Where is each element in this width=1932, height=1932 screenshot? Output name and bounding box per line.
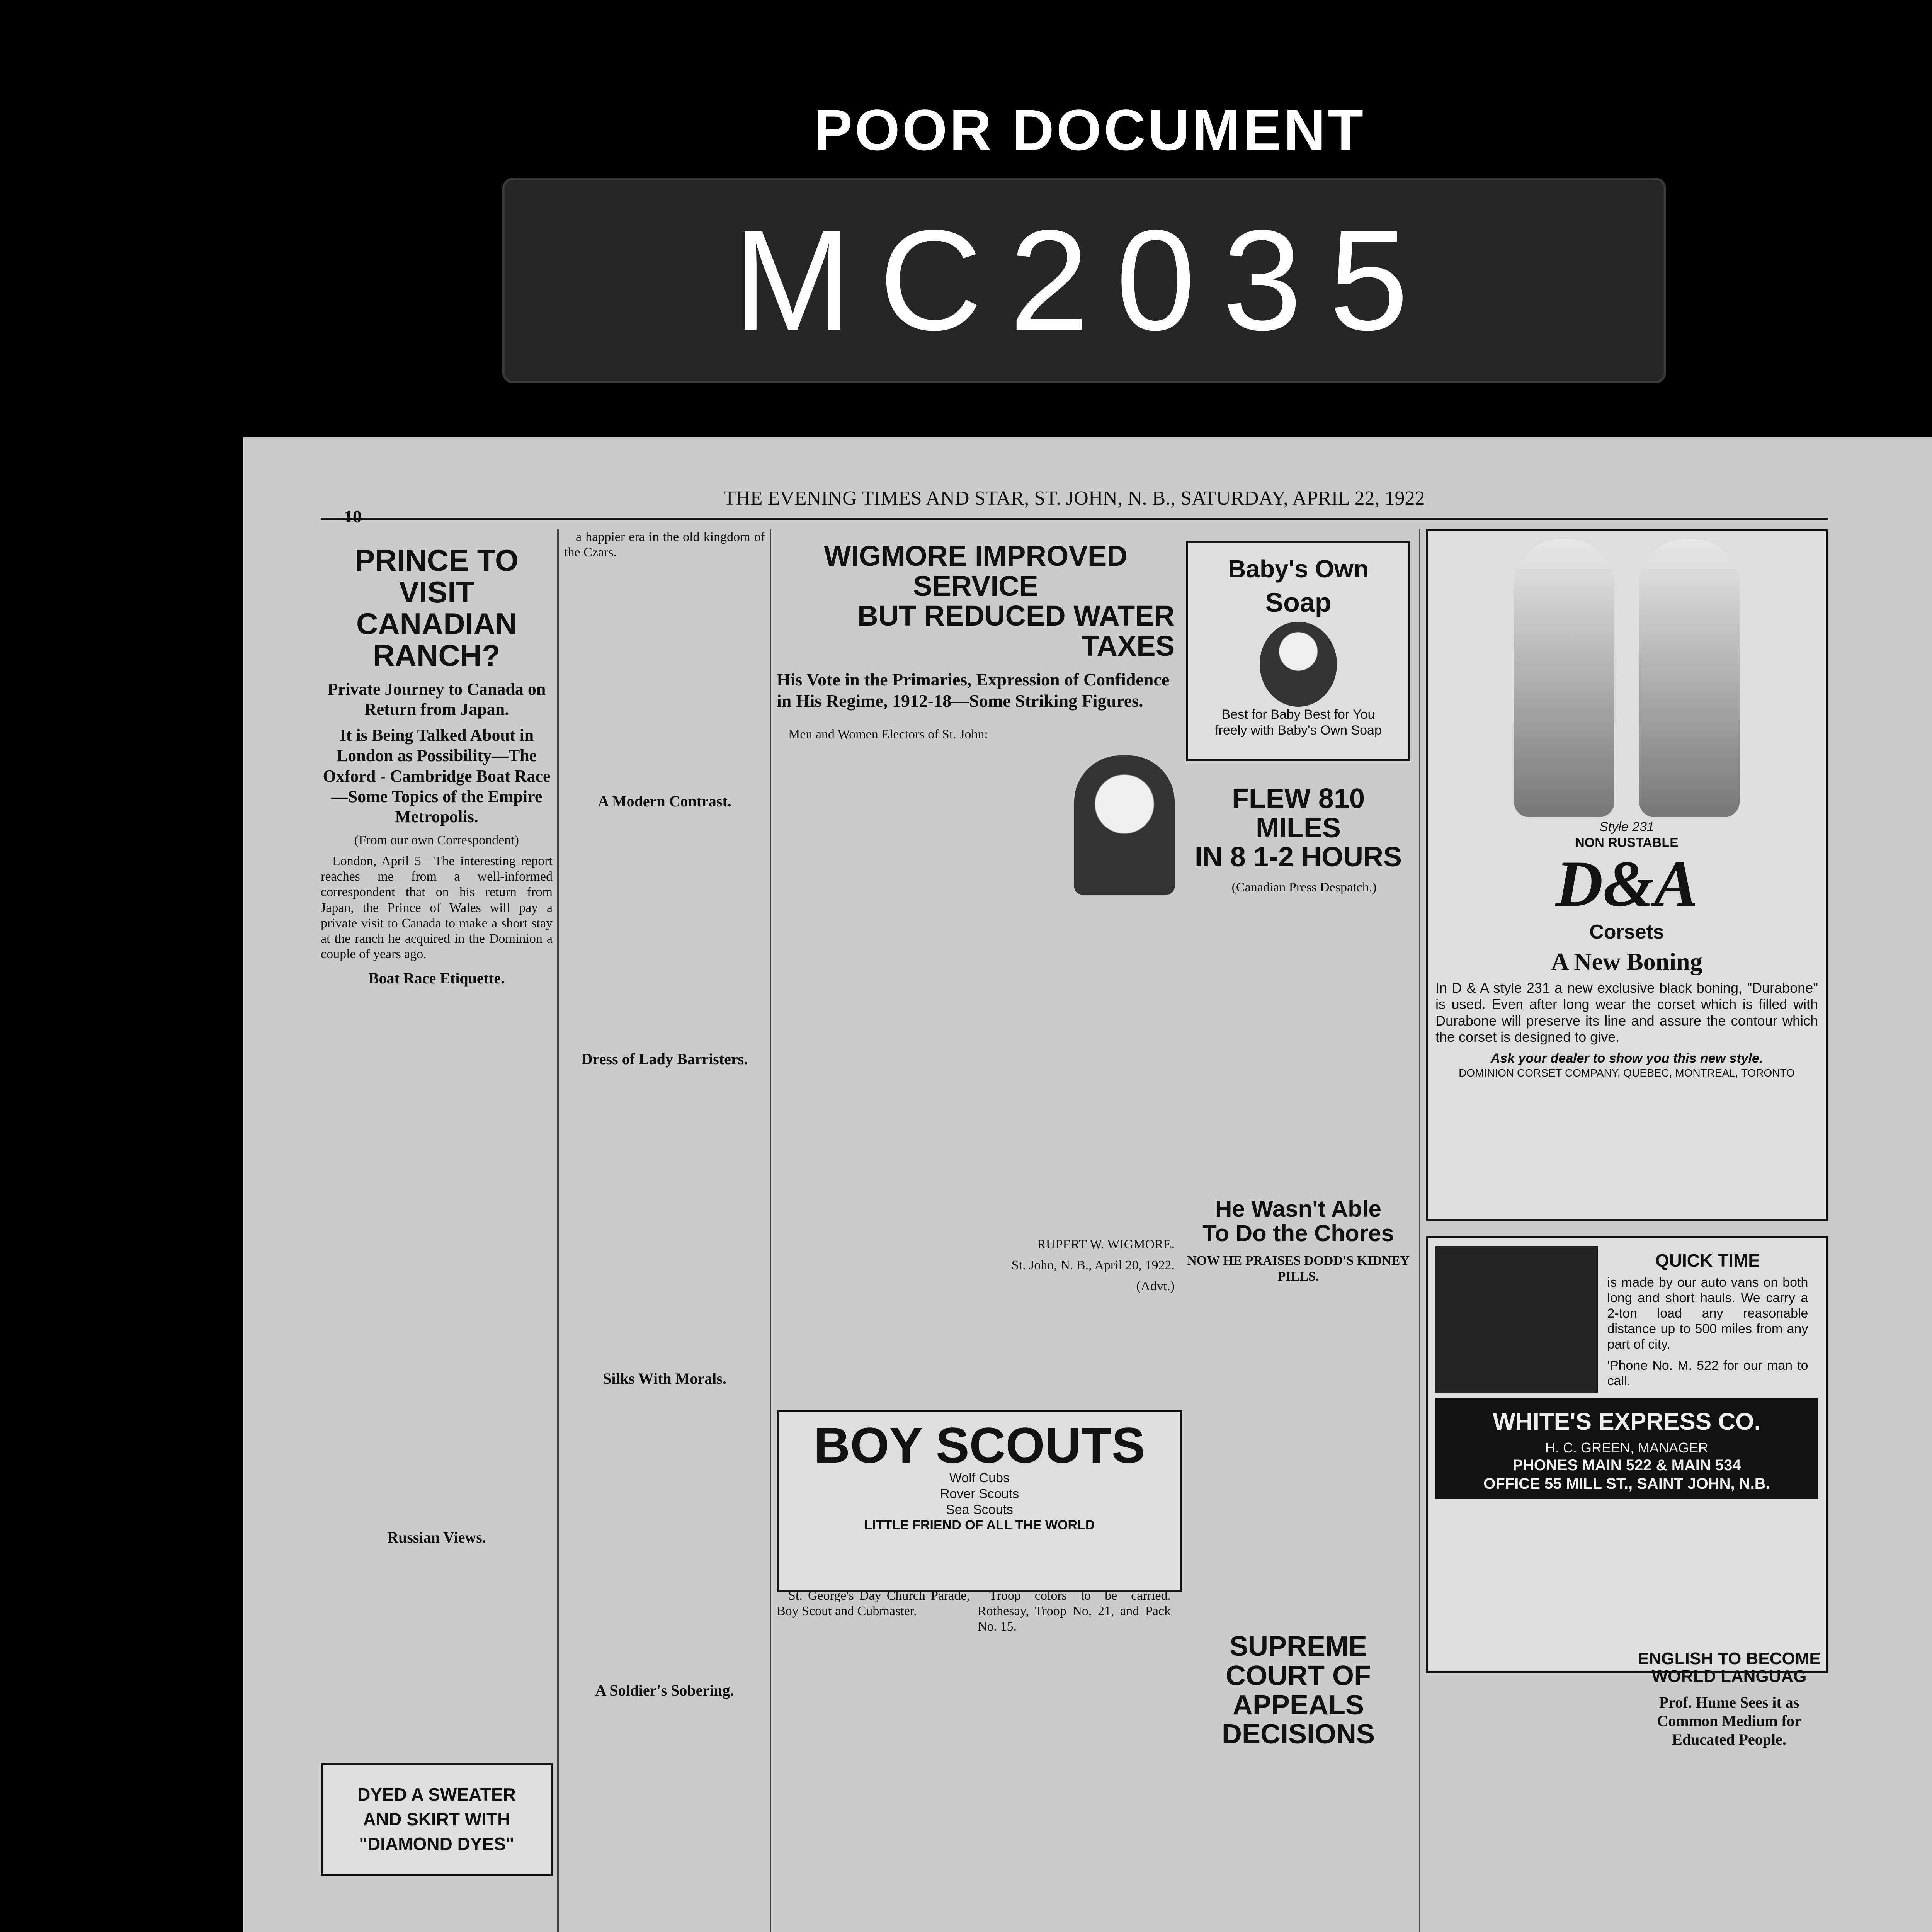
column-1 — [321, 529, 553, 1932]
subhead: Boat Race Etiquette. — [368, 969, 505, 987]
wigmore-headline — [777, 541, 1175, 661]
wigmore-sig-adv: (Advt.) — [1136, 1279, 1175, 1294]
dna-non-rustable: NON RUSTABLE — [1575, 835, 1679, 850]
flew-headline — [1186, 784, 1410, 872]
whites-express-ad — [1426, 1236, 1828, 1673]
english-headline — [1631, 1650, 1828, 1685]
dna-maker: DOMINION CORSET COMPANY, QUEBEC, MONTREAL, TORONTO — [1459, 1067, 1795, 1079]
headline-line: CANADIAN RANCH? — [356, 606, 517, 672]
headline-line: To Do the Chores — [1202, 1220, 1394, 1246]
rover-scouts-label: Rover Scouts — [940, 1486, 1019, 1501]
dna-corsets: Corsets — [1589, 920, 1664, 943]
subhead: A Soldier's Sobering. — [595, 1682, 734, 1699]
headline-line: He Wasn't Able — [1215, 1196, 1381, 1222]
whites-sign-line: WHITE'S EXPRESS CO. — [1493, 1408, 1761, 1435]
prince-deck-1: Private Journey to Canada on Return from Japan. — [327, 679, 546, 719]
soap-title: Soap — [1265, 587, 1332, 617]
whites-body: is made by our auto vans on both long and short hauls. We carry a 2-ton load any reasonable distance up to 500 miles from any part of city. — [1607, 1275, 1808, 1352]
column-rule — [1419, 529, 1420, 1932]
newspaper-page — [243, 437, 1932, 1932]
boy-scouts-tagline: LITTLE FRIEND OF ALL THE WORLD — [864, 1518, 1095, 1533]
microfilm-reel-id: MC2035 — [502, 178, 1666, 383]
corset-left-icon — [1514, 539, 1614, 817]
column-3 — [777, 529, 1414, 1932]
corset-right-icon — [1639, 539, 1740, 817]
whites-sign-line: OFFICE 55 MILL ST., SAINT JOHN, N.B. — [1483, 1475, 1770, 1492]
ad-line: "DIAMOND DYES" — [359, 1834, 514, 1854]
wigmore-salutation: Men and Women Electors of St. John: — [788, 727, 988, 742]
boy-scouts-banner — [777, 1410, 1182, 1592]
column-3b — [1186, 529, 1410, 1932]
baby-illustration-icon — [1260, 622, 1337, 707]
whites-sign-line: PHONES MAIN 522 & MAIN 534 — [1512, 1456, 1741, 1474]
bolshevism-paragraph: a happier era in the old kingdom of the Czars. — [564, 530, 765, 560]
prince-headline — [321, 545, 553, 672]
headline-line: FLEW 810 MILES — [1231, 783, 1365, 844]
headline-line: WORLD LANGUAG — [1651, 1667, 1807, 1686]
supreme-headline — [1186, 1632, 1410, 1749]
scouts-story-left — [777, 1588, 970, 1624]
dna-logo: D&A — [1555, 847, 1698, 920]
babys-own-footer: freely with Baby's Own Soap — [1215, 723, 1382, 738]
column-rule — [770, 529, 771, 1932]
boy-scouts-title: BOY SCOUTS — [814, 1417, 1145, 1473]
sea-scouts-label: Sea Scouts — [946, 1502, 1013, 1517]
headline-line: APPEALS DECISIONS — [1221, 1689, 1375, 1750]
ad-line: DYED A SWEATER — [357, 1784, 516, 1805]
dna-body: In D & A style 231 a new exclusive black boning, "Durabone" is used. Even after long wear the corset which is filled with Durabone will preserve its line and assure the contour which the corset is designed to give. — [1435, 980, 1818, 1045]
whites-text — [1607, 1246, 1808, 1394]
whites-sign — [1435, 1398, 1818, 1499]
microfilm-target-label: POOR DOCUMENT — [814, 97, 1366, 162]
subhead: A Modern Contrast. — [598, 793, 731, 810]
masthead: THE EVENING TIMES AND STAR, ST. JOHN, N. B., SATURDAY, APRIL 22, 1922 — [321, 487, 1828, 520]
wigmore-deck: His Vote in the Primaries, Expression of Confidence in His Regime, 1912-18—Some Striking Figures. — [777, 669, 1170, 711]
flew-credit: (Canadian Press Despatch.) — [1231, 880, 1377, 895]
delivery-truck-icon — [1435, 1246, 1598, 1393]
diamond-dyes-ad — [321, 1763, 553, 1876]
subhead: Silks With Morals. — [603, 1370, 726, 1388]
subhead: Russian Views. — [387, 1529, 486, 1546]
column-rule — [557, 529, 559, 1932]
dna-new-boning: A New Boning — [1551, 947, 1702, 975]
byline: (From our own Correspondent) — [354, 833, 519, 848]
dna-style: Style 231 — [1599, 820, 1654, 834]
subhead: Dress of Lady Barristers. — [581, 1050, 748, 1068]
wigmore-signature-block — [777, 1237, 1175, 1294]
wigmore-portrait — [1074, 755, 1175, 895]
headline-line: BUT REDUCED WATER TAXES — [857, 600, 1175, 662]
whites-phone: 'Phone No. M. 522 for our man to call. — [1607, 1358, 1808, 1388]
wigmore-signature: RUPERT W. WIGMORE. — [1037, 1237, 1175, 1252]
prince-paragraph: London, April 5—The interesting report reaches me from a well-informed correspondent that on his return from Japan, the Prince of Wales will pay a private visit to Canada to make a short stay at the ranch he acquired in the Dominion a couple of years ago. — [321, 854, 553, 961]
wigmore-sig-place: St. John, N. B., April 20, 1922. — [1011, 1258, 1175, 1273]
headline-line: ENGLISH TO BECOME — [1638, 1649, 1821, 1668]
dna-corset-ad — [1426, 529, 1828, 1221]
babys-own-title: Baby's Own — [1228, 555, 1369, 583]
column-2 — [564, 529, 765, 1932]
column-4 — [1426, 529, 1828, 1932]
corset-figures — [1435, 539, 1818, 819]
babys-own-tag: Best for Baby Best for You — [1221, 707, 1375, 722]
scouts-paragraph: Troop colors to be carried. Rothesay, Troop No. 21, and Pack No. 15. — [978, 1588, 1171, 1634]
page-number: 10 — [344, 507, 362, 526]
prince-deck-2: It is Being Talked About in London as Possibility—The Oxford - Cambridge Boat Race—Some Topics of the Empire Metropolis. — [323, 726, 551, 827]
wolf-cubs-label: Wolf Cubs — [949, 1471, 1010, 1485]
whites-quick-time: QUICK TIME — [1655, 1250, 1760, 1270]
headline-line: SUPREME COURT OF — [1226, 1631, 1371, 1692]
chores-deck: NOW HE PRAISES DODD'S KIDNEY PILLS. — [1187, 1253, 1410, 1284]
english-deck: Prof. Hume Sees it as Common Medium for Educated People. — [1657, 1694, 1801, 1748]
whites-sign-line: H. C. GREEN, MANAGER — [1545, 1439, 1709, 1456]
headline-line: IN 8 1-2 HOURS — [1194, 842, 1402, 873]
dna-ask: Ask your dealer to show you this new style. — [1490, 1051, 1763, 1066]
english-article — [1631, 1650, 1828, 1754]
scouts-paragraph: St. George's Day Church Parade, Boy Scout and Cubmaster. — [777, 1588, 970, 1619]
headline-line: WIGMORE IMPROVED SERVICE — [824, 540, 1128, 602]
babys-own-soap-ad — [1186, 541, 1410, 761]
scouts-story-right — [978, 1588, 1171, 1640]
ad-line: AND SKIRT WITH — [363, 1809, 510, 1830]
chores-headline — [1186, 1197, 1410, 1245]
headline-line: PRINCE TO VISIT — [355, 543, 519, 609]
wigmore-article — [777, 529, 1175, 1300]
